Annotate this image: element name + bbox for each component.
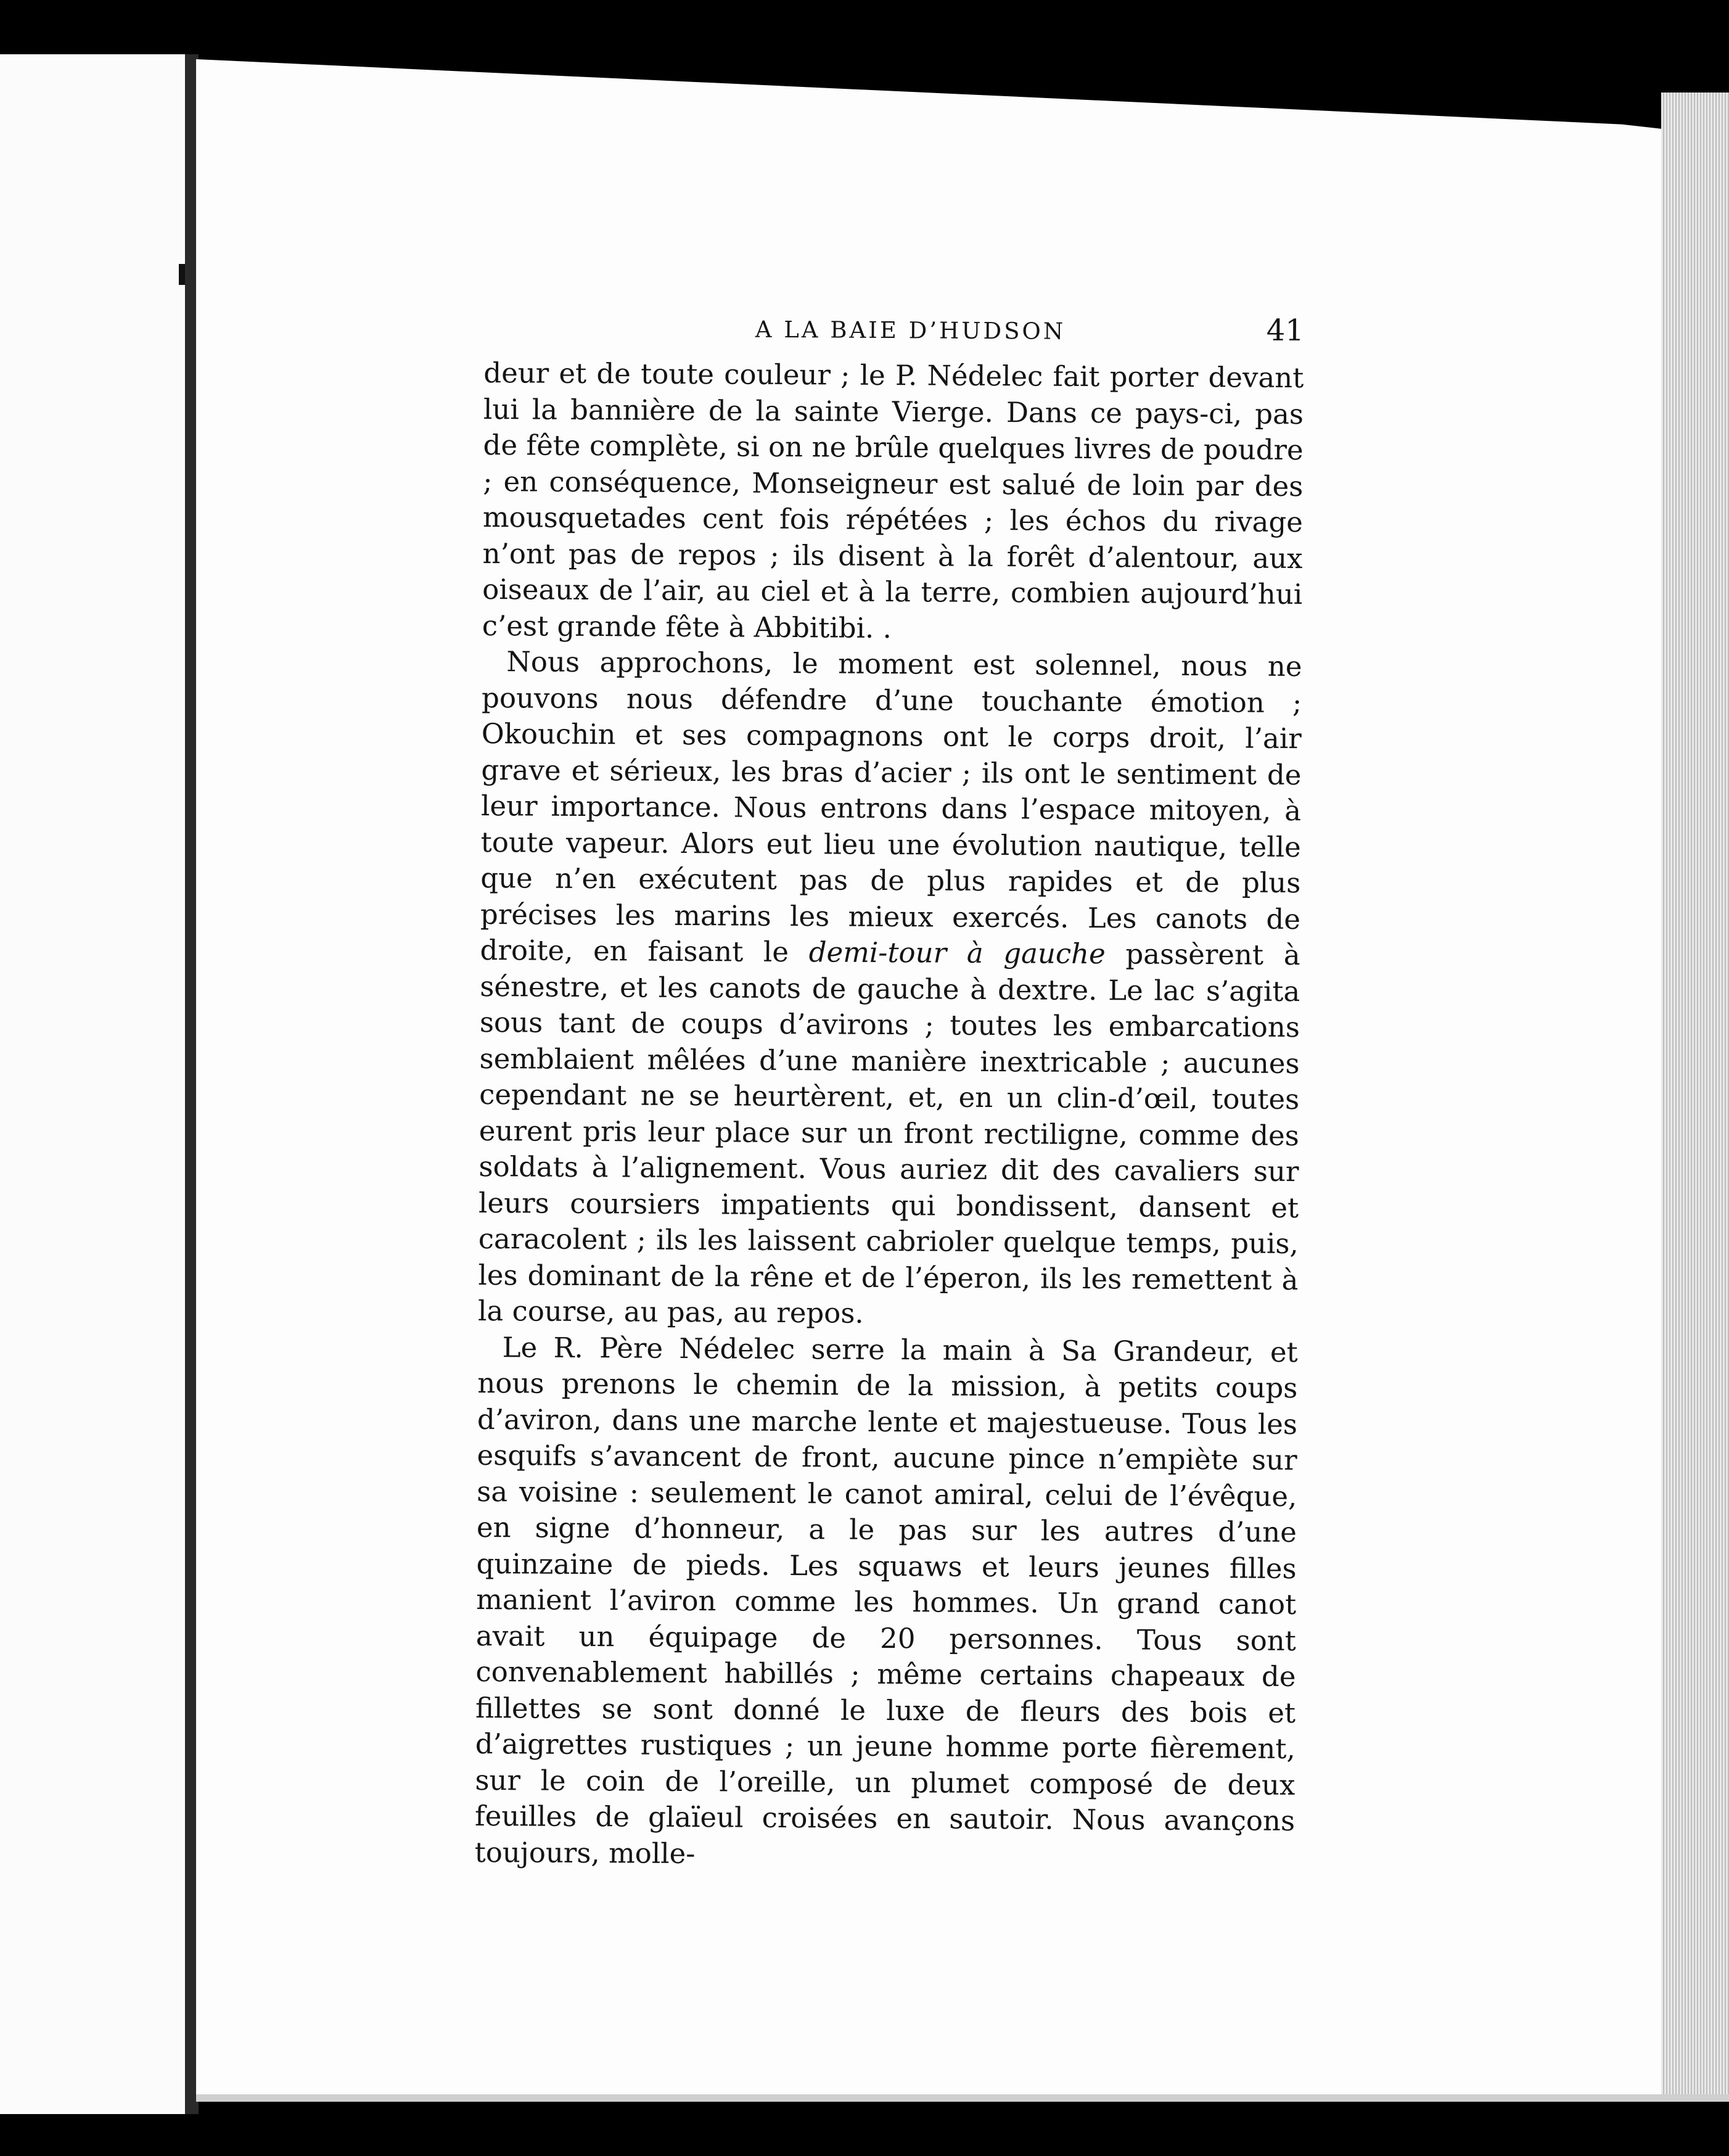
running-head: A LA BAIE D’HUDSON xyxy=(755,316,1066,345)
paragraph: Le R. Père Nédelec serre la main à Sa Grandeur, et nous prenons le chemin de la mission, à petits coups d’aviron, dans une marche lente et majestueuse. Tous les esquifs s’avancent de front, aucune pince n’empiète sur sa voisine : seulement le canot amiral, celui de l’évêque, en signe d’honneur, a le pas sur les autres d’une quinzaine de pieds. Les squaws et leurs jeunes filles manient l’aviron comme les hommes. Un grand canot avait un équipage de 20 personnes. Tous sont convenablement habillés ; même certains chapeaux de fillettes se sont donné le luxe de fleurs des bois et d’aigrettes rustiques ; un jeune homme porte fièrement, sur le coin de l’oreille, un plumet composé de deux feuilles de glaïeul croisées en sautoir. Nous avançons toujours, molle- xyxy=(474,1330,1298,1870)
page-number: 41 xyxy=(1266,313,1304,348)
page-mark xyxy=(179,264,185,285)
facing-page-edge xyxy=(0,54,185,2114)
paragraph xyxy=(478,644,1302,1335)
paragraph-text: Nous approchons, le moment est solennel, nous ne pouvons nous défendre d’une touchante émotion ; Okouchin et ses compagnons ont le corps droit, l’air grave et sérieux, les bras d’acier ; ils ont le sentiment de leur importance. Nous entrons dans l’espace mitoyen, à toute vapeur. Alors eut lieu une évolution nautique, telle que n’en exécutent pas de plus rapides et de plus précises les marins les mieux exercés. Les canots de droite, en faisant le xyxy=(480,645,1302,969)
page-bottom-edge xyxy=(196,2094,1729,2102)
page-header xyxy=(484,308,1304,356)
italic-phrase: demi-tour à gauche xyxy=(808,936,1106,971)
page-text xyxy=(475,308,1304,1875)
stacked-page-edges xyxy=(1661,93,1729,2097)
paragraph: deur et de toute couleur ; le P. Nédelec fait porter devant lui la bannière de la sainte Vierge. Dans ce pays-ci, pas de fête complète, si on ne brûle quelques livres de poudre ; en conséquence, Monseigneur est salué de loin par des mousquetades cent fois répétées ; les échos du rivage n’ont pas de repos ; ils disent à la forêt d’alentour, aux oiseaux de l’air, au ciel et à la terre, combien aujourd’hui c’est grande fête à Abbitibi. . xyxy=(482,356,1304,644)
paragraph-text: passèrent à sénestre, et les canots de gauche à dextre. Le lac s’agita sous tant de coups d’avirons ; toutes les embarcations semblaient mêlées d’une manière inextricable ; aucunes cependant ne se heurtèrent, et, en un clin-d’œil, toutes eurent pris leur place sur un front rectiligne, comme des soldats à l’alignement. Vous auriez dit des cavaliers sur leurs coursiers impatients qui bondissent, dansent et caracolent ; ils les laissent cabrioler quelque temps, puis, les dominant de la rêne et de l’éperon, ils les remettent à la course, au pas, au repos. xyxy=(477,937,1300,1330)
